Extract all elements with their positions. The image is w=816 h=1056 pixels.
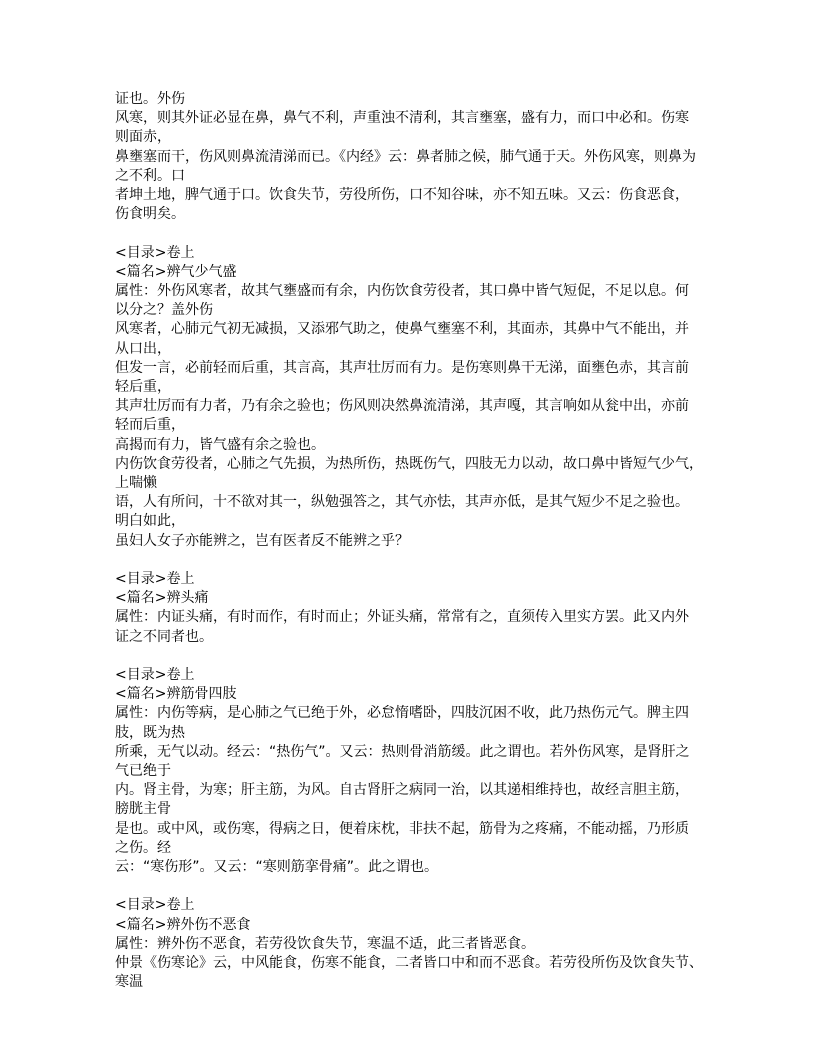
text-line: 其声壮厉而有力者，乃有余之验也；伤风则决然鼻流清涕，其声嘎，其言响如从瓮中出，亦前 xyxy=(115,398,689,415)
blank-line xyxy=(115,877,715,896)
catalog-marker-line: <目录>卷上 xyxy=(115,244,195,261)
text-line: 虽妇人女子亦能辨之，岂有医者反不能辨之乎？ xyxy=(115,532,409,549)
text-line: 上喘懒 xyxy=(115,475,157,492)
text-line: 但发一言，必前轻而后重，其言高，其声壮厉而有力。是伤寒则鼻干无涕，面壅色赤，其言前 xyxy=(115,359,689,376)
text-line: 云：“寒伤形”。又云：“寒则筋挛骨痛”。此之谓也。 xyxy=(115,859,439,876)
text-line: 是也。或中风，或伤寒，得病之日，便着床枕，非扶不起，筋骨为之疼痛，不能动摇，乃形质 xyxy=(115,820,689,837)
text-line: 鼻壅塞而干，伤风则鼻流清涕而已。《内经》云：鼻者肺之候，肺气通于天。外伤风寒，则鼻为 xyxy=(115,148,696,165)
text-line: 属性：辨外伤不恶食，若劳役饮食失节，寒温不适，此三者皆恶食。 xyxy=(115,935,535,952)
blank-line xyxy=(115,647,715,666)
text-line: 轻而后重， xyxy=(115,417,185,434)
blank-line xyxy=(115,551,715,570)
text-line: 轻后重， xyxy=(115,379,171,396)
text-line: 高揭而有力，皆气盛有余之验也。 xyxy=(115,436,325,453)
catalog-marker-line: <目录>卷上 xyxy=(115,897,195,914)
text-line: 气已绝于 xyxy=(115,763,171,780)
text-line: 从口出， xyxy=(115,340,171,357)
text-line: 寒温 xyxy=(115,974,143,991)
blank-line xyxy=(115,224,715,243)
text-line: 之不利。口 xyxy=(115,167,185,184)
text-line: 内。肾主骨，为寒；肝主筋，为风。自古肾肝之病同一治，以其递相维持也，故经言胆主筋， xyxy=(115,782,689,799)
text-line: 明白如此， xyxy=(115,513,185,530)
catalog-marker-line: <目录>卷上 xyxy=(115,571,195,588)
catalog-marker-line: <目录>卷上 xyxy=(115,667,195,684)
text-line: 所乘，无气以动。经云：“热伤气”。又云：热则骨消筋缓。此之谓也。若外伤风寒，是肾肝之 xyxy=(115,743,690,760)
text-line: 属性：内证头痛，有时而作，有时而止；外证头痛，常常有之，直须传入里实方罢。此又内外 xyxy=(115,609,689,626)
section-title-line: <篇名>辨头痛 xyxy=(115,590,209,607)
text-line: 伤食明矣。 xyxy=(115,206,185,223)
text-line: 仲景《伤寒论》云，中风能食，伤寒不能食，二者皆口中和而不恶食。若劳役所伤及饮食失节、 xyxy=(115,955,703,972)
text-line: 之伤。经 xyxy=(115,839,171,856)
text-line: 膀胱主骨 xyxy=(115,801,171,818)
section-title-line: <篇名>辨气少气盛 xyxy=(115,263,237,280)
section-title-line: <篇名>辨外伤不恶食 xyxy=(115,916,251,933)
text-line: 风寒，则其外证必显在鼻，鼻气不利，声重浊不清利，其言壅塞，盛有力，而口中必和。伤寒 xyxy=(115,110,689,127)
document-body xyxy=(115,90,715,992)
text-line: 则面赤， xyxy=(115,129,171,146)
text-line: 证之不同者也。 xyxy=(115,628,213,645)
text-line: 肢，既为热 xyxy=(115,724,185,741)
text-line: 属性：外伤风寒者，故其气壅盛而有余，内伤饮食劳役者，其口鼻中皆气短促，不足以息。何 xyxy=(115,283,689,300)
section-title-line: <篇名>辨筋骨四肢 xyxy=(115,686,237,703)
text-line: 内伤饮食劳役者，心肺之气先损，为热所伤，热既伤气，四肢无力以动，故口鼻中皆短气少气， xyxy=(115,455,703,472)
text-line: 证也。外伤 xyxy=(115,91,185,107)
text-line: 者坤土地，脾气通于口。饮食失节，劳役所伤，口不知谷味，亦不知五味。又云：伤食恶食， xyxy=(115,187,689,204)
text-line: 属性：内伤等病，是心肺之气已绝于外，必怠惰嗜卧，四肢沉困不收，此乃热伤元气。脾主四 xyxy=(115,705,689,722)
text-line: 以分之？盖外伤 xyxy=(115,302,213,319)
text-line: 语，人有所问，十不欲对其一，纵勉强答之，其气亦怯，其声亦低，是其气短少不足之验也。 xyxy=(115,494,689,511)
text-line: 风寒者，心肺元气初无减损，又添邪气助之，使鼻气壅塞不利，其面赤，其鼻中气不能出，并 xyxy=(115,321,689,338)
